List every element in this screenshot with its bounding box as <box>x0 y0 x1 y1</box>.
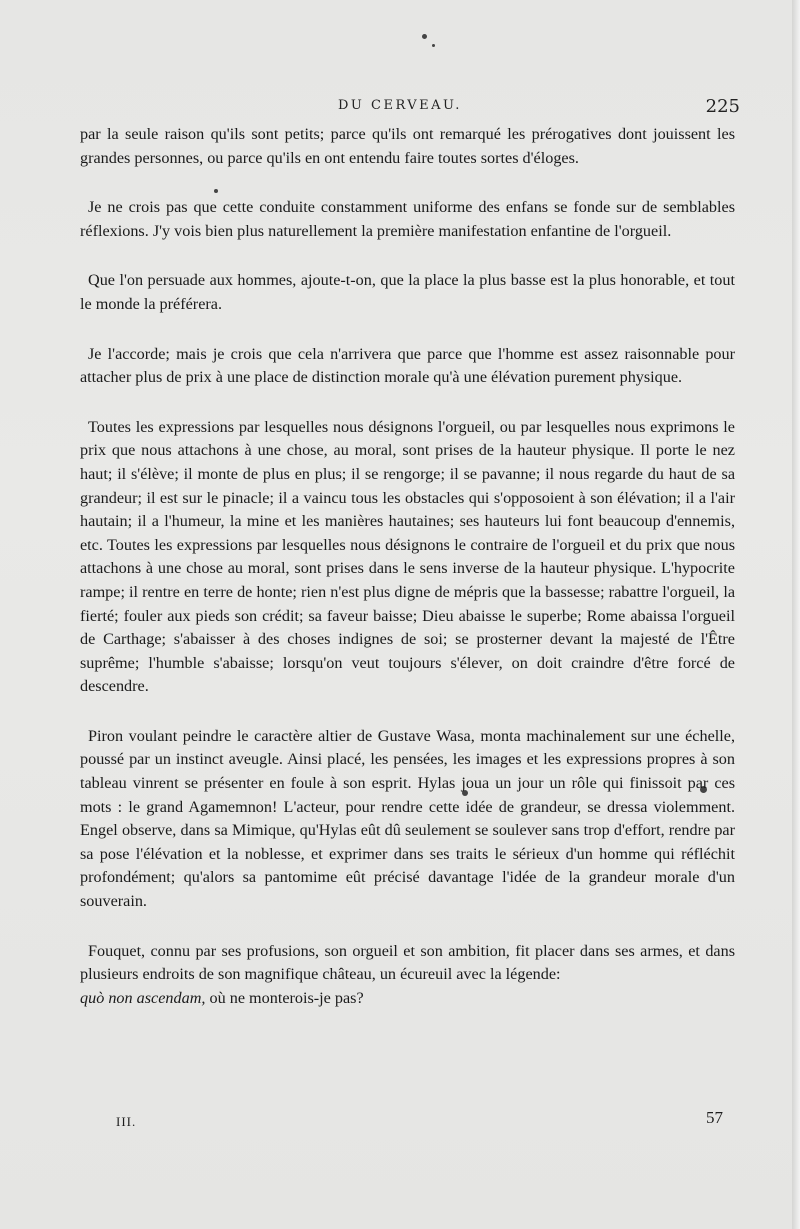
paragraph-text: Fouquet, connu par ses profusions, son orgueil et son ambition, fit placer dans ses armes, et dans plusieurs endroits de son magnifique château, un écureuil avec la légende: <box>80 941 735 984</box>
paragraph-last <box>80 940 735 1011</box>
running-head: DU CERVEAU. <box>338 98 462 113</box>
ink-speck <box>422 34 427 39</box>
signature-number: 57 <box>706 1108 723 1127</box>
signature-mark: III. <box>116 1114 137 1129</box>
paragraph: Toutes les expressions par lesquelles nous désignons l'orgueil, ou par lesquelles nous exprimons le prix que nous attachons à une chose, au moral, sont prises de la hauteur physique. Il porte le nez haut; il s'élève; il monte de plus en plus; il se rengorge; il se pavanne; il nous regarde du haut de sa grandeur; il est sur le pinacle; il a vaincu tous les obstacles qui s'opposoient à son élévation; il a l'air hautain; il a l'humeur, la mine et les manières hautaines; ses hauteurs lui font beaucoup d'ennemis, etc. Toutes les expressions par lesquelles nous désignons le contraire de l'orgueil et du prix que nous attachons à une chose au moral, sont prises dans le sens inverse de la hauteur physique. L'hypocrite rampe; il rentre en terre de honte; rien n'est plus digne de mépris que la bassesse; rabattre l'orgueil, la fierté; fouler aux pieds son crédit; sa faveur baisse; Dieu abaisse le superbe; Rome abaissa l'orgueil de Carthage; s'abaisser à des choses indignes de soi; se prosterner devant la majesté de l'Être suprême; l'humble s'abaisse; lorsqu'on veut toujours s'élever, on doit craindre d'être forcé de descendre. <box>80 417 735 696</box>
paragraph: Piron voulant peindre le caractère altier de Gustave Wasa, monta machinalement sur une échelle, poussé par un instinct aveugle. Ainsi placé, les pensées, les images et les expressions propres à son tableau vinrent se présenter en foule à son esprit. Hylas joua un jour un rôle qui finissoit par ces mots : le grand Agamemnon! L'acteur, pour rendre cette idée de grandeur, se dressa violemment. Engel observe, dans sa Mimique, qu'Hylas eût dû seulement se soulever sans trop d'effort, rendre par sa pose l'élévation et la noblesse, et exprimer dans ses traits le sérieux d'un homme qui réfléchit profondément; qu'alors sa pantomime eût précisé davantage l'idée de la grandeur morale d'un souverain. <box>80 726 735 911</box>
latin-motto: quò non ascendam, <box>80 988 206 1007</box>
page-header <box>80 98 740 126</box>
page-number: 225 <box>705 96 740 117</box>
paragraph: Je l'accorde; mais je crois que cela n'arrivera que parce que l'homme est assez raisonnable pour attacher plus de prix à une place de distinction morale qu'à une élévation purement physique. <box>80 344 735 387</box>
paragraph: Que l'on persuade aux hommes, ajoute-t-on, que la place la plus basse est la plus honorable, et tout le monde la préférera. <box>80 271 735 313</box>
page-footer <box>80 1108 735 1138</box>
paragraph: Je ne crois pas que cette conduite constamment uniforme des enfans se fonde sur de semblables réflexions. J'y vois bien plus naturellement la première manifestation enfantine de l'orgueil. <box>80 198 735 240</box>
paragraph: par la seule raison qu'ils sont petits; parce qu'ils ont remarqué les prérogatives dont jouissent les grandes personnes, ou parce qu'ils en ont entendu faire toutes sortes d'éloges. <box>80 125 735 167</box>
page-edge <box>792 0 800 1229</box>
ink-speck <box>432 44 435 47</box>
motto-translation: où ne monterois-je pas? <box>205 988 364 1007</box>
body-text <box>80 123 735 1036</box>
